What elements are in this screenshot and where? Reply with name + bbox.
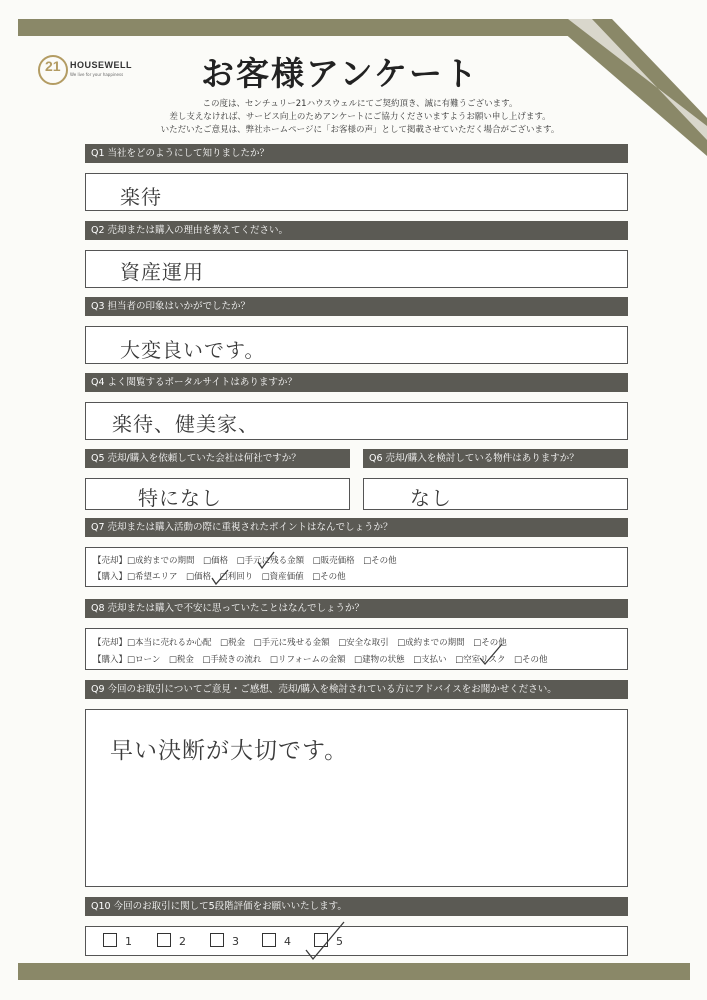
rating-option-5[interactable]: 5 [314,933,343,948]
logo-number: 21 [45,58,61,74]
q5-answer: 特になし [138,486,222,510]
rating-option-4[interactable]: 4 [262,933,291,948]
q10-question: Q10 今回のお取引に関して5段階評価をお願いいたします。 [85,897,628,916]
rating-5-check-mark [300,918,350,964]
rating-option-3[interactable]: 3 [210,933,239,948]
logo-tagline: We live for your happiness [70,72,124,77]
q1-answer-box[interactable] [85,173,628,211]
q8-buy-options[interactable]: 【購入】□ローン □税金 □手続きの流れ □リフォームの金額 □建物の状態 □支払い □空室リスク □その他 [93,655,548,665]
intro-text: この度は、センチュリー21ハウスウェルにてご契約頂き、誠に有難うございます。 差し支えなければ、サービス向上のためアンケートにご協力くださいますようお願い申し上げます。 いただいたご意見は、弊社ホームページに「お客様の声」として掲載させていただく場合がございます。 [160,99,560,135]
q9-question: Q9 今回のお取引についてご意見・ご感想、売却/購入を検討されている方にアドバイスをお聞かせください。 [85,680,628,699]
q3-question: Q3 担当者の印象はいかがでしたか？ [85,297,628,316]
q3-answer: 大変良いです。 [120,338,266,362]
q4-answer: 楽待、健美家、 [112,412,259,436]
q1-question: Q1 当社をどのようにして知りましたか？ [85,144,628,163]
page-title: お客様アンケート [200,54,480,93]
q7-question: Q7 売却または購入活動の際に重視されたポイントはなんでしょうか？ [85,518,628,537]
rating-option-2[interactable]: 2 [157,933,186,948]
q5-question: Q5 売却/購入を依頼していた会社は何社ですか？ [85,449,350,468]
q8-question: Q8 売却または購入で不安に思っていたことはなんでしょうか？ [85,599,628,618]
q6-answer-box[interactable] [363,478,628,510]
q4-question: Q4 よく閲覧するポータルサイトはありますか？ [85,373,628,392]
q7-check-marks [200,548,280,588]
q9-answer: 早い決断が大切です。 [110,738,349,764]
q7-buy-options[interactable]: 【購入】□希望エリア □価格 □利回り □資産価値 □その他 [93,572,346,582]
logo-name: HOUSEWELL [70,60,132,70]
q1-answer: 楽待 [120,185,162,209]
q2-question: Q2 売却または購入の理由を教えてください。 [85,221,628,240]
q6-answer: なし [410,486,452,510]
q8-sell-options[interactable]: 【売却】□本当に売れるか心配 □税金 □手元に残せる金額 □安全な取引 □成約までの期間 □その他 [93,638,507,648]
q7-sell-options[interactable]: 【売却】□成約までの期間 □価格 □手元に残る金額 □販売価格 □その他 [93,556,397,566]
bottom-border-bar [18,963,690,980]
q6-question: Q6 売却/購入を検討している物件はありますか？ [363,449,628,468]
q8-check-mark [470,640,510,668]
q2-answer: 資産運用 [120,260,204,284]
rating-option-1[interactable]: 1 [103,933,132,948]
